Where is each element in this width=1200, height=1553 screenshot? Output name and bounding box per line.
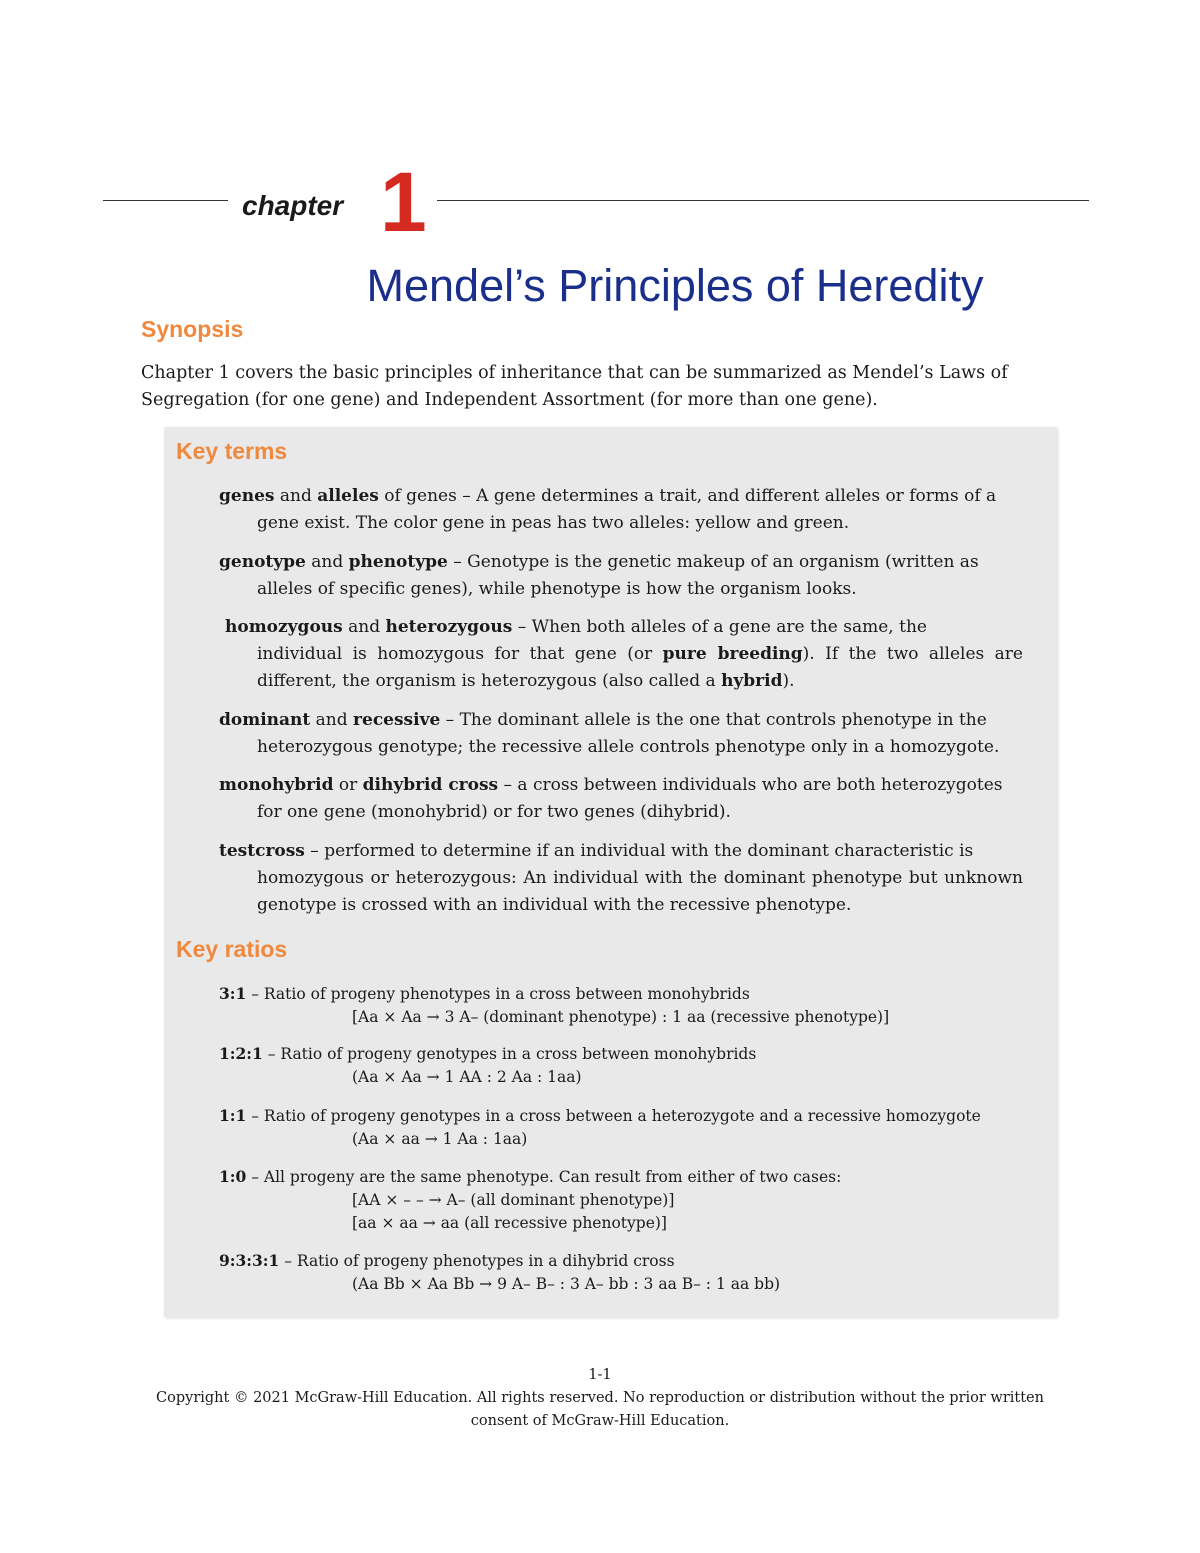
term-homozygous-heterozygous (219, 614, 1023, 695)
term-definition-cont: heterozygous genotype; the recessive allele controls phenotype only in a homozygote. (257, 737, 1000, 757)
ratio-value: 3:1 (219, 984, 247, 1003)
ratio-3-1 (219, 982, 1019, 1029)
term-bold: hybrid (721, 671, 783, 691)
synopsis-text: Chapter 1 covers the basic principles of inheritance that can be summarized as Mendel’s Laws of Segregation (for one gene) and Independent Assortment (for more than one gene). (141, 363, 1008, 410)
page-number: 1-1 (588, 1367, 612, 1383)
term-bold: pure breeding (662, 644, 803, 664)
term-testcross (219, 838, 1023, 919)
term-bold: dominant (219, 710, 311, 730)
ratio-formula: (Aa Bb × Aa Bb → 9 A– B– : 3 A– bb : 3 aa B– : 1 aa bb) (352, 1275, 781, 1293)
term-dominant-recessive (219, 707, 1023, 761)
term-join: and (342, 617, 386, 637)
header-rule-left (103, 200, 228, 201)
term-bold: heterozygous (385, 617, 513, 637)
term-definition-cont: for one gene (monohybrid) or for two genes (dihybrid). (257, 802, 731, 822)
term-definition-cont: individual is homozygous for that gene (or (257, 644, 663, 664)
ratio-desc: – All progeny are the same phenotype. Can result from either of two cases: (246, 1168, 842, 1186)
ratio-formula: (Aa × Aa → 1 AA : 2 Aa : 1aa) (352, 1068, 582, 1086)
term-definition-cont: homozygous or heterozygous: An individual with the dominant phenotype but unknown genotype is crossed with an individual with the recessive phenotype. (257, 868, 1023, 915)
term-join: and (274, 486, 318, 506)
ratio-formula: [AA × – – → A– (all dominant phenotype)] (352, 1191, 675, 1209)
term-bold: testcross (219, 841, 305, 861)
ratio-desc: – Ratio of progeny genotypes in a cross between monohybrids (262, 1045, 757, 1063)
term-definition-cont: alleles of specific genes), while phenotype is how the organism looks. (257, 579, 857, 599)
ratio-value: 1:0 (219, 1167, 247, 1186)
page-title: Mendel’s Principles of Heredity (366, 260, 984, 311)
ratio-9-3-3-1 (219, 1249, 1019, 1296)
term-definition: of genes – A gene determines a trait, and different alleles or forms of a (378, 486, 997, 506)
term-definition: – performed to determine if an individual with the dominant characteristic is (304, 841, 974, 861)
footer (150, 1364, 1050, 1433)
ratio-value: 1:1 (219, 1106, 247, 1125)
ratio-formula: [Aa × Aa → 3 A– (dominant phenotype) : 1 aa (recessive phenotype)] (352, 1008, 890, 1026)
term-definition: – The dominant allele is the one that controls phenotype in the (440, 710, 987, 730)
ratio-1-2-1 (219, 1042, 1019, 1089)
term-definition-cont: gene exist. The color gene in peas has two alleles: yellow and green. (257, 513, 850, 533)
term-definition: – Genotype is the genetic makeup of an organism (written as (447, 552, 979, 572)
ratio-formula: (Aa × aa → 1 Aa : 1aa) (352, 1130, 528, 1148)
term-bold: genes (219, 486, 275, 506)
key-ratios-heading: Key ratios (176, 936, 288, 962)
ratio-1-1 (219, 1104, 1019, 1151)
term-bold: genotype (219, 552, 306, 572)
ratio-desc: – Ratio of progeny genotypes in a cross between a heterozygote and a recessive homozygote (246, 1107, 981, 1125)
ratio-desc: – Ratio of progeny phenotypes in a dihybrid cross (279, 1252, 675, 1270)
ratio-formula: [aa × aa → aa (all recessive phenotype)] (352, 1214, 667, 1232)
header-rule-right (437, 200, 1089, 201)
term-genes-alleles (219, 483, 1023, 537)
term-definition-cont: ). If the two alleles are different, the organism is heterozygous (also called a (257, 644, 1023, 691)
term-bold: homozygous (225, 617, 343, 637)
term-bold: phenotype (348, 552, 448, 572)
term-definition: – a cross between individuals who are both heterozygotes (498, 775, 1003, 795)
ratio-desc: – Ratio of progeny phenotypes in a cross between monohybrids (246, 985, 750, 1003)
term-bold: alleles (317, 486, 379, 506)
ratio-value: 1:2:1 (219, 1044, 263, 1063)
synopsis-heading: Synopsis (141, 316, 244, 342)
term-join: or (333, 775, 363, 795)
term-join: and (305, 552, 349, 572)
term-bold: recessive (353, 710, 441, 730)
term-monohybrid-dihybrid (219, 772, 1023, 826)
term-bold: monohybrid (219, 775, 334, 795)
ratio-value: 9:3:3:1 (219, 1251, 280, 1270)
term-join: and (310, 710, 354, 730)
chapter-label: chapter (242, 190, 344, 221)
term-bold: dihybrid cross (362, 775, 499, 795)
copyright-notice: Copyright © 2021 McGraw-Hill Education. All rights reserved. No reproduction or distribution without the prior written consent of McGraw-Hill Education. (156, 1390, 1044, 1429)
ratio-1-0 (219, 1165, 1019, 1235)
term-genotype-phenotype (219, 549, 1023, 603)
key-terms-heading: Key terms (176, 438, 288, 464)
term-definition-cont: ). (782, 671, 795, 691)
term-definition: – When both alleles of a gene are the same, the (512, 617, 927, 637)
chapter-number: 1 (380, 155, 427, 249)
